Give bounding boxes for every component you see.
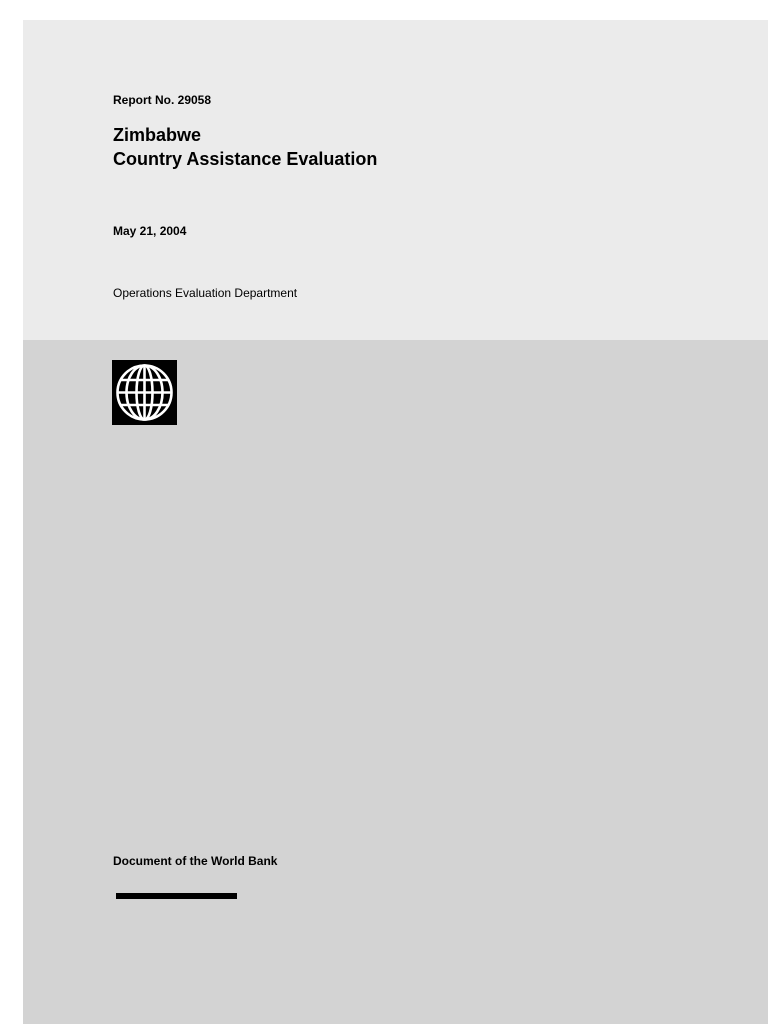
world-bank-globe-icon	[112, 360, 177, 425]
department-name: Operations Evaluation Department	[113, 286, 298, 300]
title-country: Zimbabwe	[113, 125, 202, 145]
document-title	[113, 123, 377, 171]
globe-icon	[112, 360, 177, 425]
footer-rule	[116, 893, 237, 899]
report-date: May 21, 2004	[113, 224, 187, 238]
report-number: Report No. 29058	[113, 93, 212, 107]
cover-header-panel	[23, 20, 768, 340]
cover-page	[23, 20, 768, 1024]
publisher-line: Document of the World Bank	[113, 854, 278, 868]
title-subject: Country Assistance Evaluation	[113, 149, 378, 169]
